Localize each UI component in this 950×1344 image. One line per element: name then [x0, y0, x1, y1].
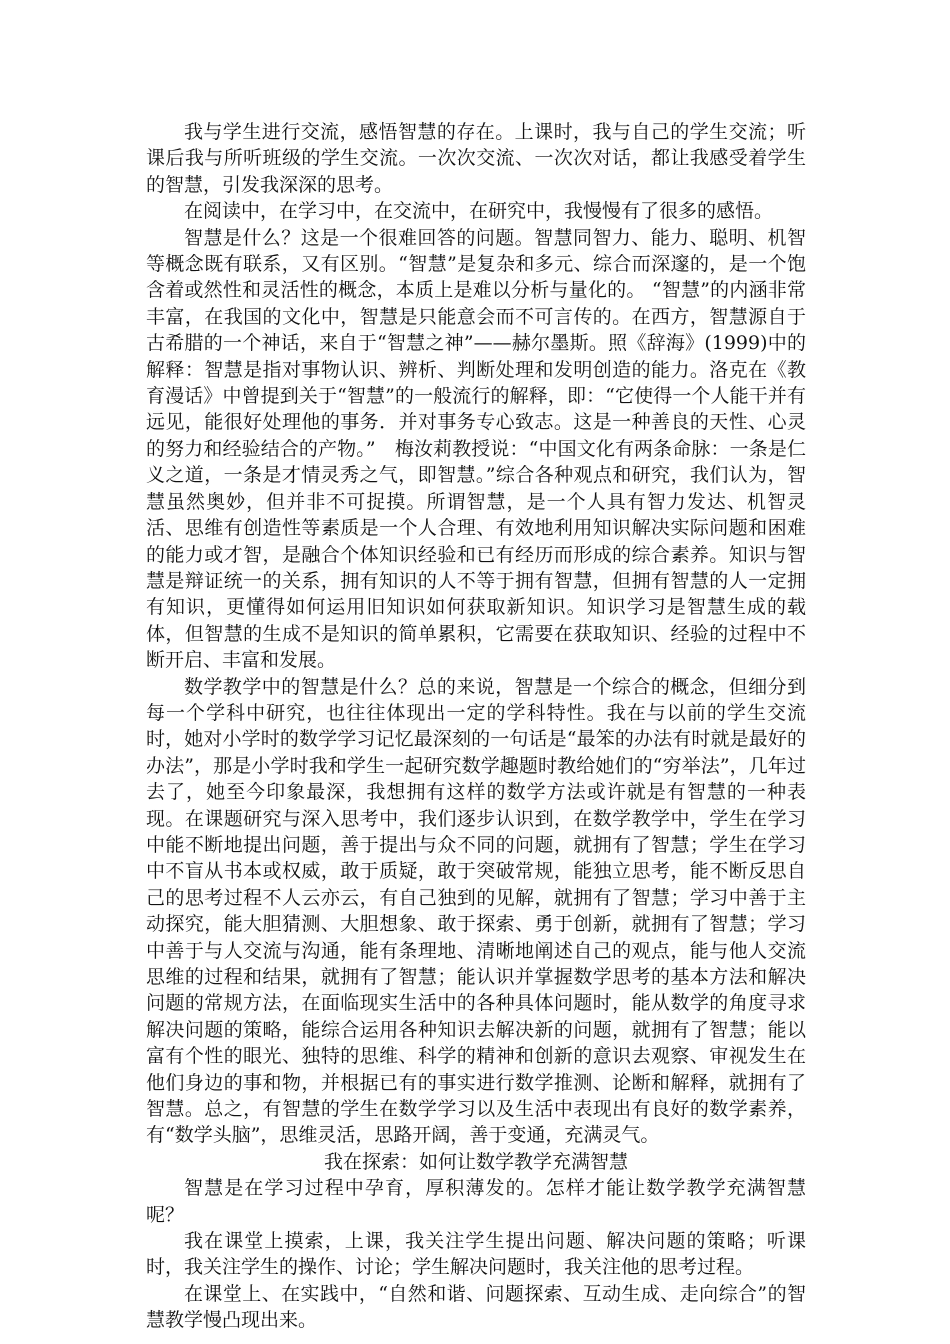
- paragraph-wisdom-in-math: 数学教学中的智慧是什么？总的来说，智慧是一个综合的概念，但细分到每一个学科中研究，也往往体现出一定的学科特性。我在与以前的学生交流时，她对小学时的数学学习记忆最深刻的一句话是“最笨的办法有时就是最好的办法”，那是小学时我和学生一起研究数学趣题时教给她们的“穷举法”，几年过去了，她至今印象最深，我想拥有这样的数学方法或许就是有智慧的一种表现。在课题研究与深入思考中，我们逐步认识到，在数学教学中，学生在学习中能不断地提出问题，善于提出与众不同的问题，就拥有了智慧；学生在学习中不盲从书本或权威，敢于质疑，敢于突破常规，能独立思考，能不断反思自己的思考过程不人云亦云，有自己独到的见解，就拥有了智慧；学习中善于主动探究，能大胆猜测、大胆想象、敢于探索、勇于创新，就拥有了智慧；学习中善于与人交流与沟通，能有条理地、清晰地阐述自己的观点，能与他人交流思维的过程和结果，就拥有了智慧；能认识并掌握数学思考的基本方法和解决问题的常规方法，在面临现实生活中的各种具体问题时，能从数学的角度寻求解决问题的策略，能综合运用各种知识去解决新的问题，就拥有了智慧；能以富有个性的眼光、独特的思维、科学的精神和创新的意识去观察、审视发生在他们身边的事和物，并根据已有的事实进行数学推测、论断和解释，就拥有了智慧。总之，有智慧的学生在数学学习以及生活中表现出有良好的数学素养，有“数学头脑”，思维灵活，思路开阔，善于变通，充满灵气。: [146, 675, 806, 1147]
- paragraph-reading-insight: 在阅读中，在学习中，在交流中，在研究中，我慢慢有了很多的感悟。: [184, 200, 774, 223]
- paragraph-student-exchange: 我与学生进行交流，感悟智慧的存在。上课时，我与自己的学生交流；听课后我与所听班级的学生交流。一次次交流、一次次对话，都让我感受着学生的智慧，引发我深深的思考。: [146, 121, 806, 196]
- paragraph-wisdom-teaching: 在课堂上、在实践中，“自然和谐、问题探索、互动生成、走向综合”的智慧教学慢凸现出来。: [146, 1282, 806, 1332]
- paragraph-how-question: 智慧是在学习过程中孕育，厚积薄发的。怎样才能让数学教学充满智慧呢？: [146, 1177, 806, 1226]
- section-heading: 我在探索：如何让数学教学充满智慧: [323, 1150, 628, 1173]
- document-body: [146, 119, 806, 1334]
- paragraph-what-is-wisdom: 智慧是什么？这是一个很难回答的问题。智慧同智力、能力、聪明、机智等概念既有联系，又有区别。“智慧”是复杂和多元、综合而深邃的，是一个饱含着或然性和灵活性的概念，本质上是难以分析与量化的。 “智慧”的内涵非常丰富，在我国的文化中，智慧是只能意会而不可言传的。在西方，智慧源自于古希腊的一个神话，来自于“智慧之神”——赫尔墨斯。照《辞海》(1999)中的解释：智慧是指对事物认识、辨析、判断处理和发明创造的能力。洛克在《教育漫话》中曾提到关于“智慧”的一般流行的解释，即：“它使得一个人能干并有远见，能很好处理他的事务．并对事务专心致志。这是一种善良的天性、心灵的努力和经验结合的产物。” 梅汝莉教授说：“中国文化有两条命脉：一条是仁义之道，一条是才情灵秀之气，即智慧。”综合各种观点和研究，我们认为，智慧虽然奥妙，但并非不可捉摸。所谓智慧，是一个人具有智力发达、机智灵活、思维有创造性等素质是一个人合理、有效地利用知识解决实际问题和困难的能力或才智，是融合个体知识经验和已有经历而形成的综合素养。知识与智慧是辩证统一的关系，拥有知识的人不等于拥有智慧，但拥有智慧的人一定拥有知识，更懂得如何运用旧知识如何获取新知识。知识学习是智慧生成的载体，但智慧的生成不是知识的简单累积，它需要在获取知识、经验的过程中不断开启、丰富和发展。: [146, 226, 806, 672]
- paragraph-classroom-exploration: 我在课堂上摸索，上课，我关注学生提出问题、解决问题的策略；听课时，我关注学生的操作、讨论；学生解决问题时，我关注他的思考过程。: [146, 1230, 806, 1279]
